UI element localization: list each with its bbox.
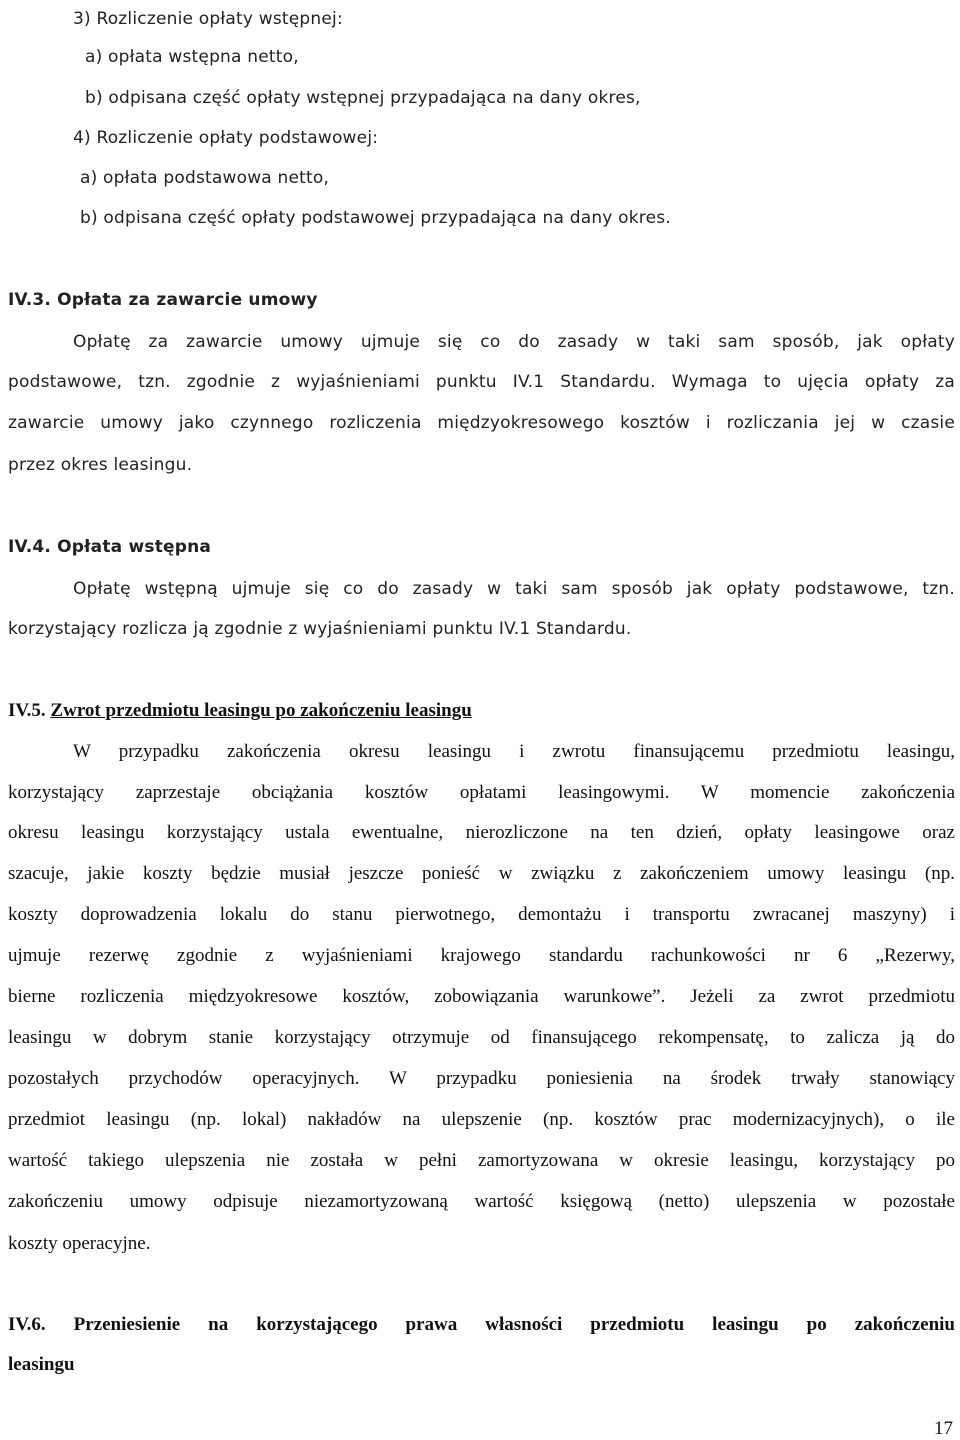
paragraph-line: podstawowe, tzn. zgodnie z wyjaśnieniami punktu IV.1 Standardu. Wymaga to ujęcia opłaty za [8,372,955,392]
paragraph-line: Opłatę za zawarcie umowy ujmuje się co do zasady w taki sam sposób, jak opłaty [73,332,955,352]
section-heading-iv4: IV.4. Opłata wstępna [8,537,212,557]
paragraph-line: korzystający zaprzestaje obciążania kosztów opłatami leasingowymi. W momencie zakończenia [8,782,955,803]
paragraph-line: ujmuje rezerwę zgodnie z wyjaśnieniami krajowego standardu rachunkowości nr 6 „Rezerwy, [8,945,955,966]
section-number: IV.5. [8,700,46,721]
page-number: 17 [934,1418,953,1439]
list-item-3: 3) Rozliczenie opłaty wstępnej: [73,9,343,29]
list-item-4b: b) odpisana część opłaty podstawowej przypadająca na dany okres. [80,208,671,228]
paragraph-line: szacuje, jakie koszty będzie musiał jeszcze ponieść w związku z zakończeniem umowy leasingu (np. [8,863,955,884]
paragraph-line: przedmiot leasingu (np. lokal) nakładów na ulepszenie (np. kosztów prac modernizacyjnych), o ile [8,1109,955,1130]
paragraph-line: bierne rozliczenia międzyokresowe kosztów, zobowiązania warunkowe”. Jeżeli za zwrot przedmiotu [8,986,955,1007]
paragraph-line: W przypadku zakończenia okresu leasingu i zwrotu finansującemu przedmiotu leasingu, [73,741,955,762]
section-title: Zwrot przedmiotu leasingu po zakończeniu leasingu [50,700,472,721]
paragraph-line: zakończeniu umowy odpisuje niezamortyzowaną wartość księgową (netto) ulepszenia w pozostałe [8,1191,955,1212]
section-heading-iv6-cont: leasingu [8,1354,75,1375]
list-item-3b: b) odpisana część opłaty wstępnej przypadająca na dany okres, [85,88,641,108]
section-heading-iv6: IV.6. Przeniesienie na korzystającego prawa własności przedmiotu leasingu po zakończeniu [8,1314,955,1335]
paragraph-line: wartość takiego ulepszenia nie została w pełni zamortyzowana w okresie leasingu, korzystający po [8,1150,955,1171]
paragraph-line: leasingu w dobrym stanie korzystający otrzymuje od finansującego rekompensatę, to zalicza ją do [8,1027,955,1048]
list-item-4: 4) Rozliczenie opłaty podstawowej: [73,128,379,148]
section-heading-iv5 [8,700,472,722]
paragraph-line: pozostałych przychodów operacyjnych. W przypadku poniesienia na środek trwały stanowiący [8,1068,955,1089]
paragraph-line: koszty operacyjne. [8,1233,151,1254]
paragraph-line: okresu leasingu korzystający ustala ewentualne, nierozliczone na ten dzień, opłaty leasingowe oraz [8,822,955,843]
list-item-3a: a) opłata wstępna netto, [85,47,299,67]
paragraph-line: przez okres leasingu. [8,455,193,475]
paragraph-line: koszty doprowadzenia lokalu do stanu pierwotnego, demontażu i transportu zwracanej maszyny) i [8,904,955,925]
section-heading-iv3: IV.3. Opłata za zawarcie umowy [8,290,318,310]
paragraph-line: Opłatę wstępną ujmuje się co do zasady w taki sam sposób jak opłaty podstawowe, tzn. [73,579,955,599]
paragraph-line: korzystający rozlicza ją zgodnie z wyjaśnieniami punktu IV.1 Standardu. [8,619,632,639]
list-item-4a: a) opłata podstawowa netto, [80,168,330,188]
paragraph-line: zawarcie umowy jako czynnego rozliczenia międzyokresowego kosztów i rozliczania jej w czasie [8,413,955,433]
